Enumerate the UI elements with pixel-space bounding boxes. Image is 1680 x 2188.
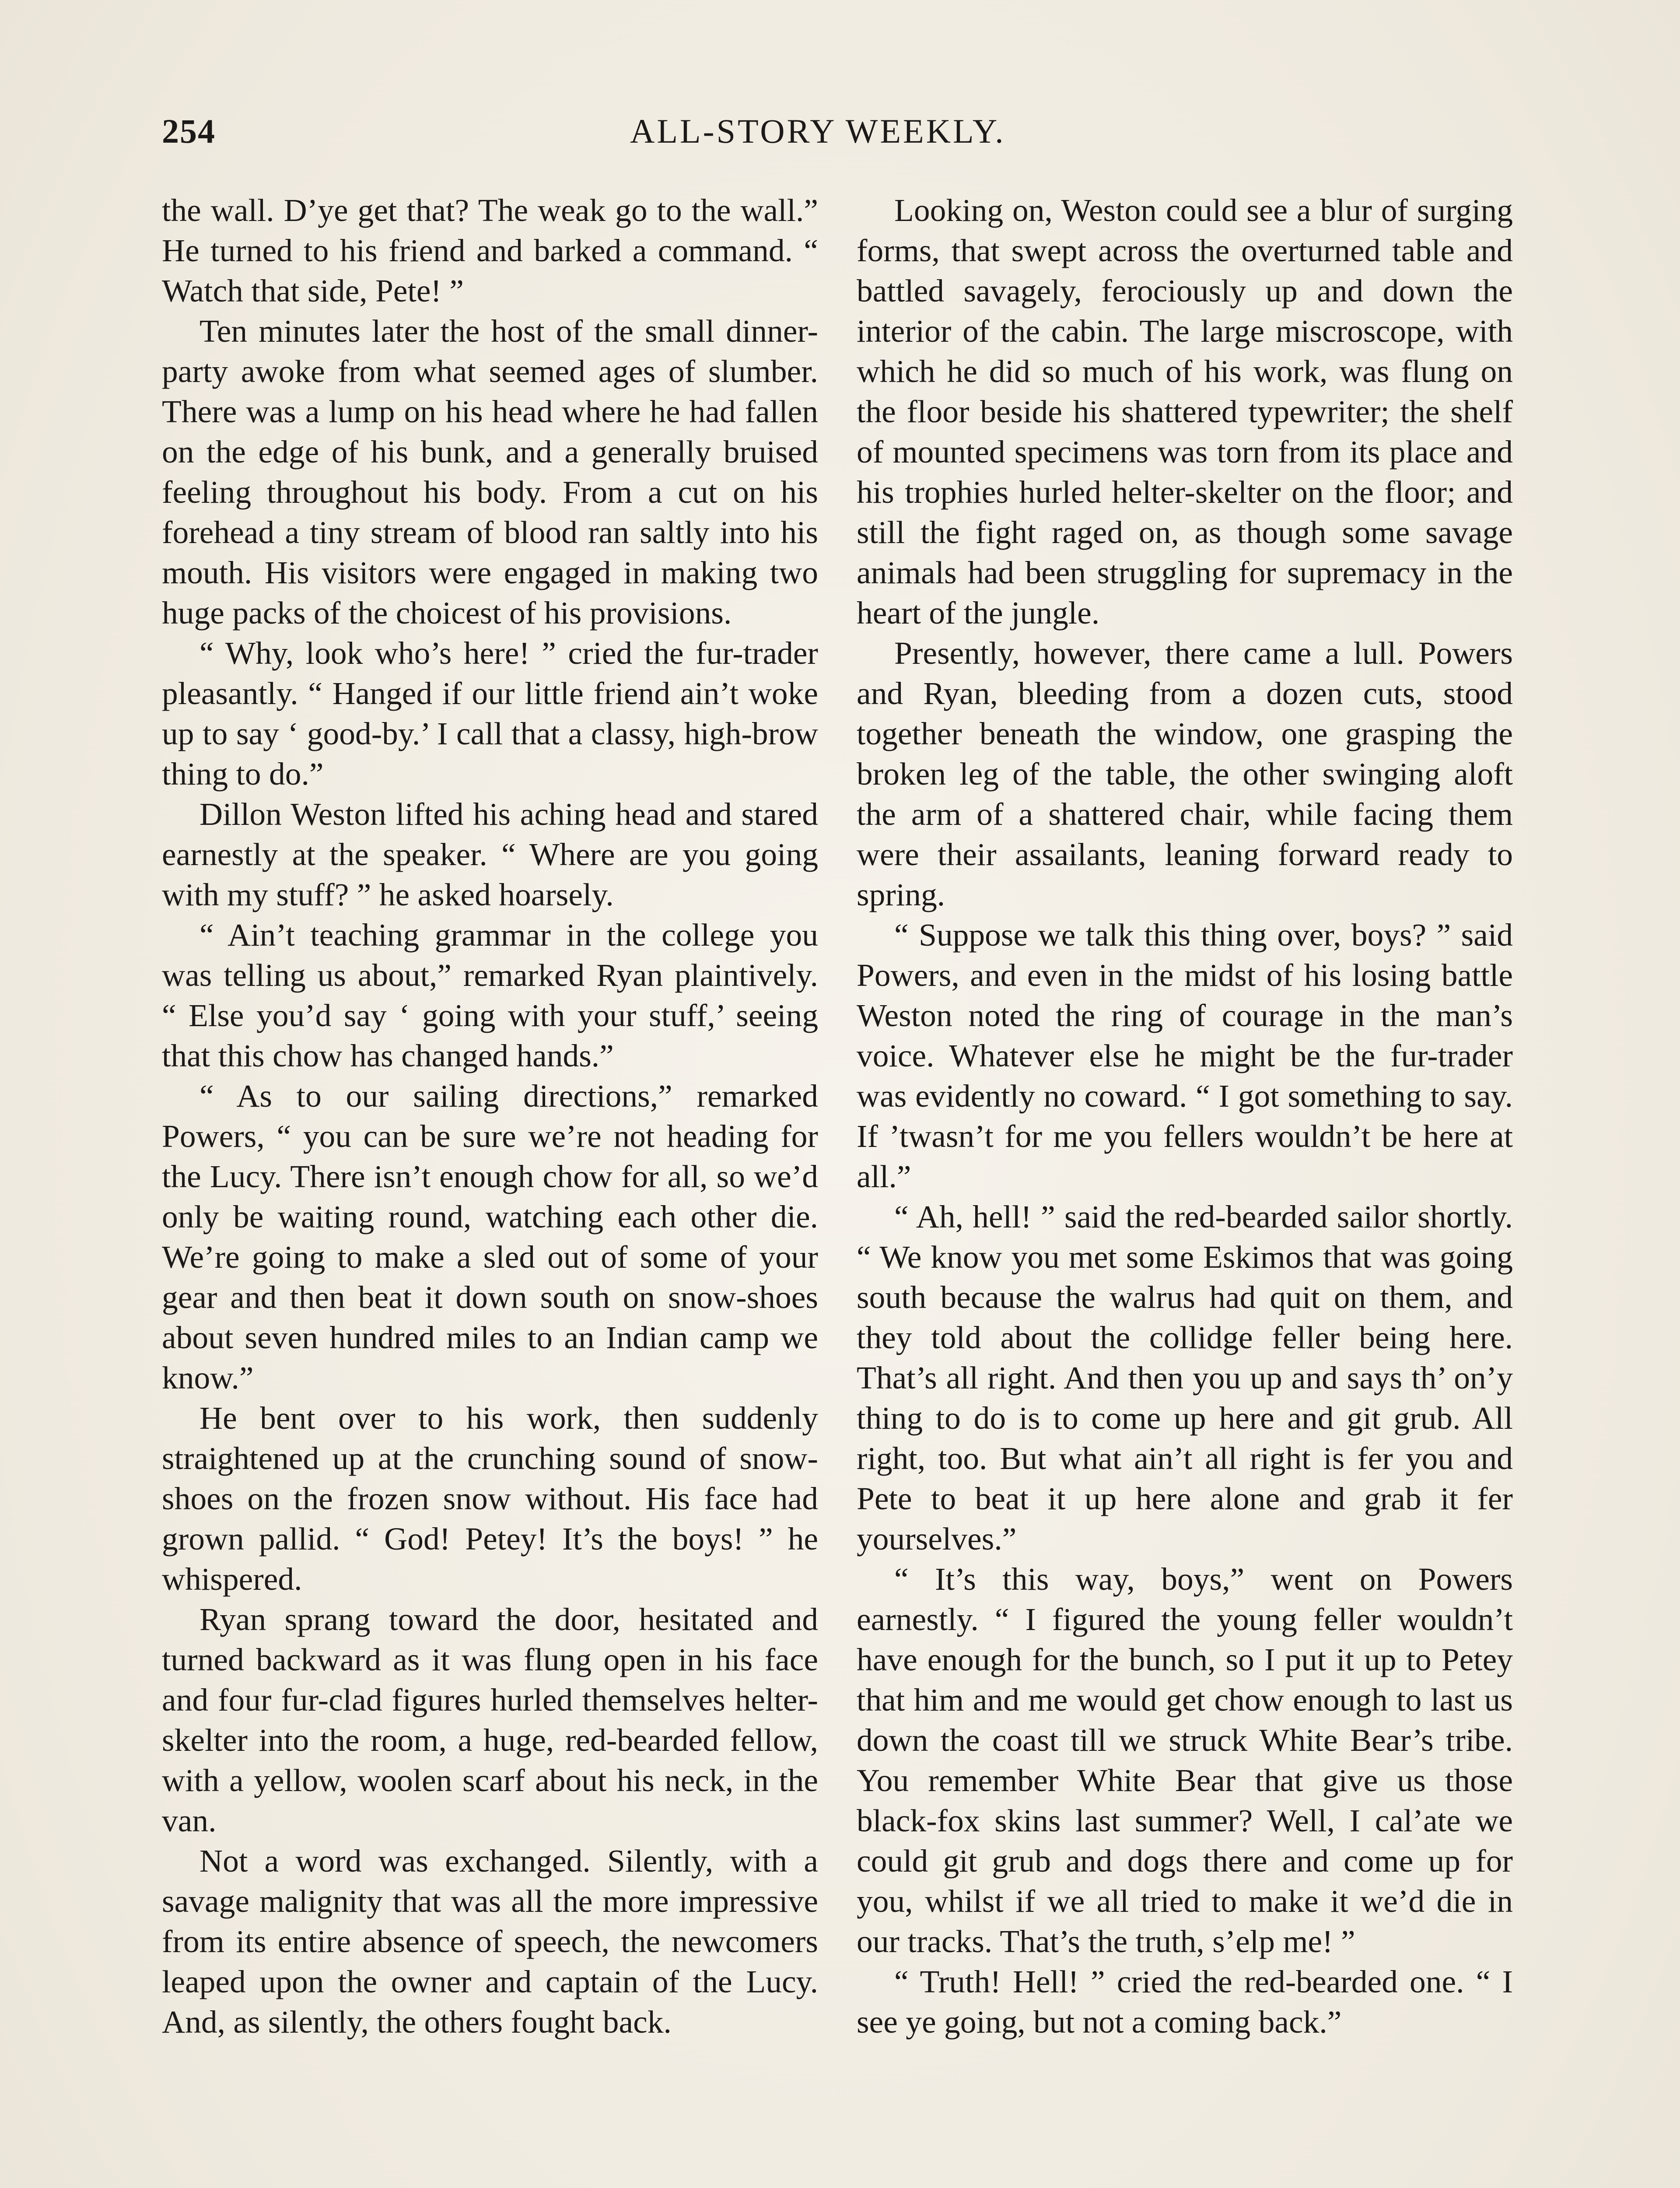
paragraph: “ It’s this way, boys,” went on Powers earnestly. “ I figured the young feller wouldn’t have enough for the bunch, so I put it up to Petey that him and me would get chow enough to last us down the coast till we struck White Bear’s tribe. You remember White Bear that give us those black-fox skins last summer? Well, I cal’ate we could git grub and dogs there and come up for you, whilst if we all tried to make it we’d die in our tracks. That’s the truth, s’elp me! ”	[857, 1561, 1513, 1959]
paragraph: “ Suppose we talk this thing over, boys? ” said Powers, and even in the midst of his losing battle Weston noted the ring of courage in the man’s voice. Whatever else he might be the fur-trader was evidently no coward. “ I got something to say. If ’twasn’t for me you fellers wouldn’t be here at all.”	[857, 917, 1513, 1194]
paragraph: “ Why, look who’s here! ” cried the fur-trader pleasantly. “ Hanged if our little friend ain’t woke up to say ‘ good-by.’ I call that a classy, high-brow thing to do.”	[162, 635, 818, 792]
paragraph: Not a word was exchanged. Silently, with a savage malignity that was all the more impressive from its entire absence of speech, the newcomers leaped upon the owner and captain of the Lucy. And, as silently, the others fought back.	[162, 1843, 818, 2040]
paragraph: Ten minutes later the host of the small dinner-party awoke from what seemed ages of slumber. There was a lump on his head where he had fallen on the edge of his bunk, and a generally bruised feeling throughout his body. From a cut on his forehead a tiny stream of blood ran saltly into his mouth. His visitors were engaged in making two huge packs of the choicest of his provisions.	[162, 313, 818, 631]
page-number: 254	[162, 112, 216, 150]
left-column	[162, 190, 818, 2042]
paragraph: Presently, however, there came a lull. Powers and Ryan, bleeding from a dozen cuts, stood together beneath the window, one grasping the broken leg of the table, the other swinging aloft the arm of a shattered chair, while facing them were their assailants, leaning forward ready to spring.	[857, 635, 1513, 912]
paragraph: the wall. D’ye get that? The weak go to the wall.” He turned to his friend and barked a command. “ Watch that side, Pete! ”	[162, 193, 818, 309]
paragraph: Looking on, Weston could see a blur of surging forms, that swept across the overturned table and battled savagely, ferociously up and down the interior of the cabin. The large miscroscope, with which he did so much of his work, was flung on the floor beside his shattered typewriter; the shelf of mounted specimens was torn from its place and his trophies hurled helter-skelter on the floor; and still the fight raged on, as though some savage animals had been struggling for supremacy in the heart of the jungle.	[857, 193, 1513, 631]
paragraph: “ Truth! Hell! ” cried the red-bearded one. “ I see ye going, but not a coming back.”	[857, 1964, 1513, 2040]
paragraph: “ Ain’t teaching grammar in the college you was telling us about,” remarked Ryan plaintively. “ Else you’d say ‘ going with your stuff,’ seeing that this chow has changed hands.”	[162, 917, 818, 1073]
paragraph: “ As to our sailing directions,” remarked Powers, “ you can be sure we’re not heading for the Lucy. There isn’t enough chow for all, so we’d only be waiting round, watching each other die. We’re going to make a sled out of some of your gear and then beat it down south on snow-shoes about seven hundred miles to an Indian camp we know.”	[162, 1078, 818, 1396]
paragraph: Ryan sprang toward the door, hesitated and turned backward as it was flung open in his face and four fur-clad figures hurled themselves helter-skelter into the room, a huge, red-bearded fellow, with a yellow, woolen scarf about his neck, in the van.	[162, 1602, 818, 1838]
page-header	[162, 112, 1518, 160]
right-column	[857, 190, 1513, 2042]
paragraph: He bent over to his work, then suddenly straightened up at the crunching sound of snow-shoes on the frozen snow without. His face had grown pallid. “ God! Petey! It’s the boys! ” he whispered.	[162, 1400, 818, 1597]
running-head: ALL-STORY WEEKLY.	[630, 112, 1006, 150]
paragraph: Dillon Weston lifted his aching head and stared earnestly at the speaker. “ Where are you going with my stuff? ” he asked hoarsely.	[162, 796, 818, 912]
paragraph: “ Ah, hell! ” said the red-bearded sailor shortly. “ We know you met some Eskimos that was going south because the walrus had quit on them, and they told about the collidge feller being here. That’s all right. And then you up and says th’ on’y thing to do is to come up here and git grub. All right, too. But what ain’t all right is fer you and Pete to beat it up here alone and grab it fer yourselves.”	[857, 1199, 1513, 1557]
